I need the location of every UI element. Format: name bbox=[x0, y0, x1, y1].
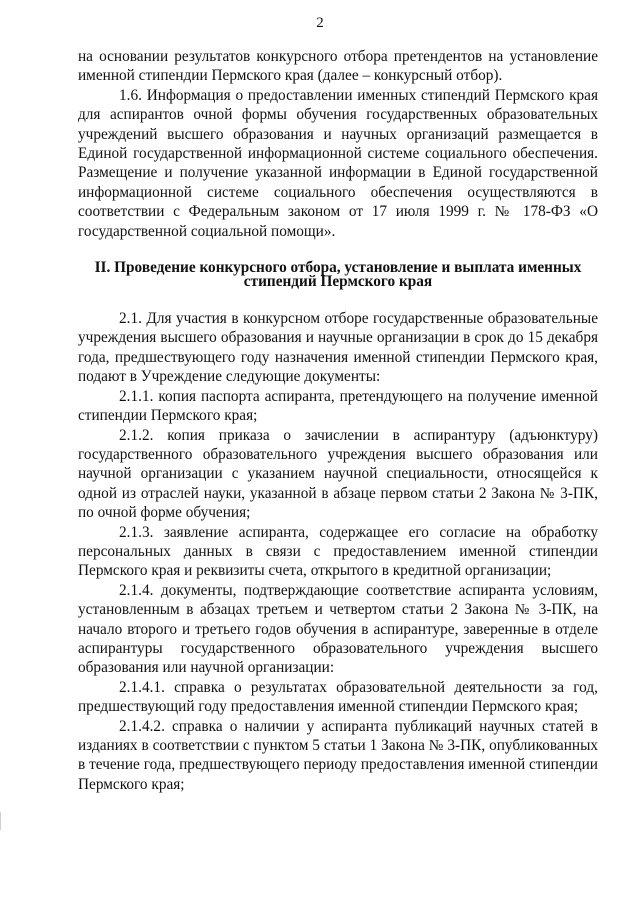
scan-edge-mark bbox=[0, 812, 1, 830]
paragraph-2-1-4: 2.1.4. документы, подтверждающие соответствие аспиранта условиям, установленным в абзацах третьем и четвертом статьи 2 Закона № 3-ПК, на начало второго и третьего годов обучения в аспирантуре, заверенные в отделе аспирантуры государственного образовательного учреждения высшего образования или научной организации: bbox=[78, 581, 598, 677]
paragraph-2-1-1: 2.1.1. копия паспорта аспиранта, претендующего на получение именной стипендии Пермского края; bbox=[78, 387, 598, 425]
paragraph-1-6: 1.6. Информация о предоставлении именных стипендий Пермского края для аспирантов очной формы обучения государственных образовательных учреждений высшего образования и научных организаций размещается в Единой государственной информационной системе социального обеспечения. Размещение и получение указанной информации в Единой государственной информационной системе социального обеспечения осуществляются в соответствии с Федеральным законом от 17 июля 1999 г. № 178-ФЗ «О государственной социальной помощи». bbox=[78, 86, 598, 240]
paragraph-2-1: 2.1. Для участия в конкурсном отборе государственные образовательные учреждения высшего образования и научные организации в срок до 15 декабря года, предшествующего году назначения именной стипендии Пермского края, подают в Учреждение следующие документы: bbox=[78, 310, 598, 386]
page-number: 2 bbox=[316, 15, 324, 31]
paragraph-2-1-4-1: 2.1.4.1. справка о результатах образовательной деятельности за год, предшествующий году предоставления именной стипендии Пермского края; bbox=[78, 678, 598, 716]
paragraph-2-1-2: 2.1.2. копия приказа о зачислении в аспирантуру (адъюнктуру) государственного образовательного учреждения высшего образования или научной организации с указанием научной специальности, относящейся к одной из отраслей науки, указанной в абзаце первом статьи 2 Закона № 3-ПК, по очной форме обучения; bbox=[78, 426, 598, 522]
section-heading bbox=[78, 261, 598, 289]
paragraph-2-1-4-2: 2.1.4.2. справка о наличии у аспиранта публикаций научных статей в изданиях в соответствии с пунктом 5 статьи 1 Закона № 3-ПК, опубликованных в течение года, предшествующего периоду предоставления именной стипендии Пермского края; bbox=[78, 717, 598, 793]
section-heading-line2: стипендий Пермского края bbox=[243, 273, 433, 291]
document-body bbox=[78, 47, 598, 794]
paragraph-continuation: на основании результатов конкурсного отбора претендентов на установление именной стипендии Пермского края (далее – конкурсный отбор). bbox=[78, 48, 598, 85]
paragraph-2-1-3: 2.1.3. заявление аспиранта, содержащее его согласие на обработку персональных данных в связи с предоставлением именной стипендии Пермского края и реквизиты счета, открытого в кредитной организации; bbox=[78, 523, 598, 580]
section-heading-line1: II. Проведение конкурсного отбора, установление и выплата именных bbox=[94, 259, 582, 277]
